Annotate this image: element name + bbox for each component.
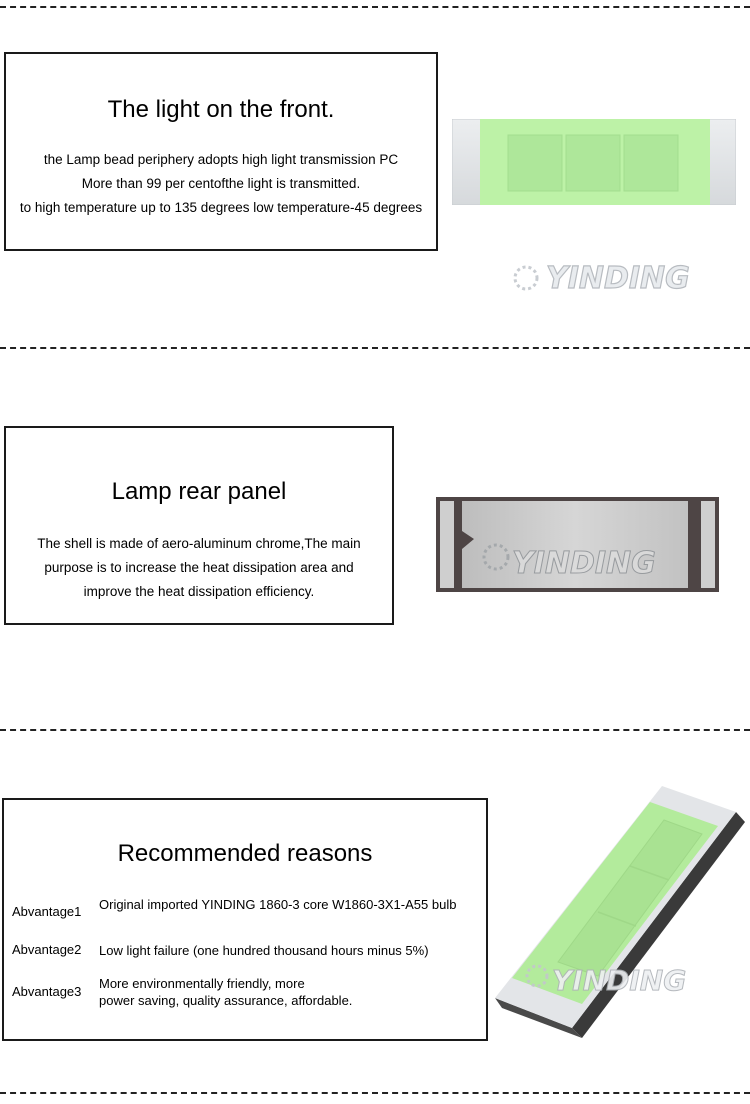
- svg-text:YINDING: YINDING: [512, 546, 656, 581]
- front-info-box: [4, 52, 438, 251]
- advantage-text-2: Low light failure (one hundred thousand hours minus 5%): [99, 943, 429, 958]
- reasons-title: Recommended reasons: [117, 840, 373, 867]
- rear-line-2: purpose is to increase the heat dissipation area and: [44, 560, 354, 575]
- led-front-image: [452, 119, 736, 205]
- advantage-label-2: Abvantage2: [12, 942, 82, 957]
- rear-line-1: The shell is made of aero-aluminum chrome,The main: [37, 536, 361, 551]
- lamp-rear-panel-image: [436, 497, 719, 592]
- svg-text:YINDING: YINDING: [552, 964, 687, 997]
- advantage-label-1: Abvantage1: [12, 904, 82, 919]
- advantage-text-3: [99, 975, 484, 1009]
- advantage-text-3-line-1: More environmentally friendly, more: [99, 976, 305, 991]
- led-angled-image: [490, 780, 746, 1042]
- section-divider: [0, 1092, 750, 1094]
- brand-watermark-logo: [512, 254, 692, 303]
- rear-title: Lamp rear panel: [111, 478, 287, 505]
- advantage-text-1: Original imported YINDING 1860-3 core W1860-3X1-A55 bulb: [99, 897, 457, 912]
- advantage-label-3: Abvantage3: [12, 984, 82, 999]
- section-divider: [0, 347, 750, 349]
- rear-line-3: improve the heat dissipation efficiency.: [83, 584, 315, 599]
- front-title: The light on the front.: [107, 96, 335, 123]
- recommended-reasons-box: [2, 798, 488, 1041]
- front-line-2: More than 99 per centofthe light is transmitted.: [81, 176, 361, 191]
- section-divider: [0, 6, 750, 8]
- rear-info-box: [4, 426, 394, 625]
- advantage-text-3-line-2: power saving, quality assurance, affordable.: [99, 993, 353, 1008]
- front-line-3: to high temperature up to 135 degrees low temperature-45 degrees: [19, 200, 423, 215]
- svg-text:YINDING: YINDING: [546, 261, 690, 296]
- front-line-1: the Lamp bead periphery adopts high light transmission PC: [43, 152, 399, 167]
- section-divider: [0, 729, 750, 731]
